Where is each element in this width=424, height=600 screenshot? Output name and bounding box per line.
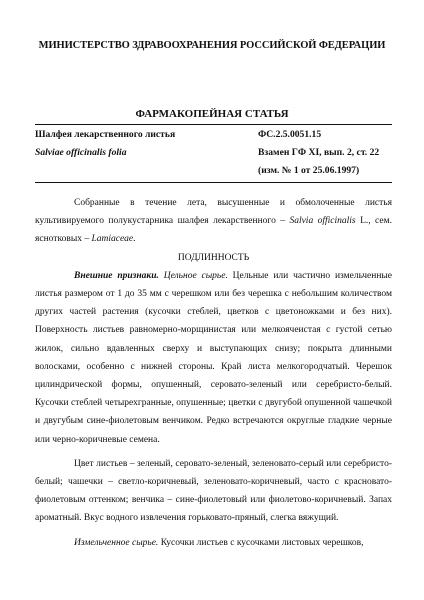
whole-material-label: Цельное сырье. <box>163 270 228 281</box>
external-features-paragraph: Внешние признаки. Цельное сырье. Цельные или частично измельченные листья размером от 1 до 35 мм с черешком или без черешка с небольшим количеством других частей растения (кусочки стеблей, цветков с цветоножками и без них). Поверхность листьев равномерно-морщинистая или мелкоячеистая с густой сетью жилок, сильно вдавленных сверху и выступающих снизу; покрыта длинными волосками, особенно с нижней стороны. Край листа мелкогородчатый. Черешок цилиндрической формы, опушенный, серовато-зеленый или серебристо-белый. Кусочки стеблей четырехгранные, опушенные; цветки с двугубой опушенной чашечкой и двугубым сине-фиолетовым венчиком. Редко встречаются округлые гладкие черные или черно-коричневые семена. <box>35 270 392 445</box>
replaces-note: Взамен ГФ XI, вып. 2, ст. 22 <box>258 147 380 158</box>
bottom-rule <box>35 182 392 183</box>
latin-family: Lamiaceae <box>91 234 134 245</box>
cut-material-label: Измельченное сырье. <box>74 537 159 548</box>
raw-material-name-latin: Salviae officinalis folia <box>35 147 127 158</box>
article-title: ФАРМАКОПЕЙНАЯ СТАТЬЯ <box>135 108 289 120</box>
article-code-block <box>258 126 379 180</box>
ministry-header: МИНИСТЕРСТВО ЗДРАВООХРАНЕНИЯ РОССИЙСКОЙ ФЕДЕРАЦИИ <box>38 40 386 51</box>
article-body <box>35 194 392 552</box>
intro-paragraph: Собранные в течение лета, высушенные и обмолоченные листья культивируемого полукустарника шалфея лекарственного – Salvia officinalis L., сем. яснотковых – Lamiaceae. <box>35 198 392 245</box>
top-rule <box>35 124 392 125</box>
external-features-label: Внешние признаки. <box>74 270 159 281</box>
article-name-block <box>35 126 175 162</box>
section-heading: ПОДЛИННОСТЬ <box>177 252 250 263</box>
latin-species: Salvia officinalis <box>289 216 356 227</box>
raw-material-name-ru: Шалфея лекарственного листья <box>35 129 176 140</box>
color-paragraph: Цвет листьев – зеленый, серовато-зеленый, зеленовато-серый или серебристо-белый; чашечки – светло-коричневый, зеленовато-коричневый, часто с красновато-фиолетовым оттенком; венчика – сине-фиолетовый или фиолетово-коричневый. Запах ароматный. Вкус водного извлечения горьковато-пряный, слегка вяжущий. <box>35 458 392 524</box>
cut-material-paragraph: Измельченное сырье. Кусочки листьев с кусочками листовых черешков, <box>74 537 364 548</box>
amendment-note: (изм. № 1 от 25.06.1997) <box>258 165 360 176</box>
article-code: ФС.2.5.0051.15 <box>258 129 322 140</box>
